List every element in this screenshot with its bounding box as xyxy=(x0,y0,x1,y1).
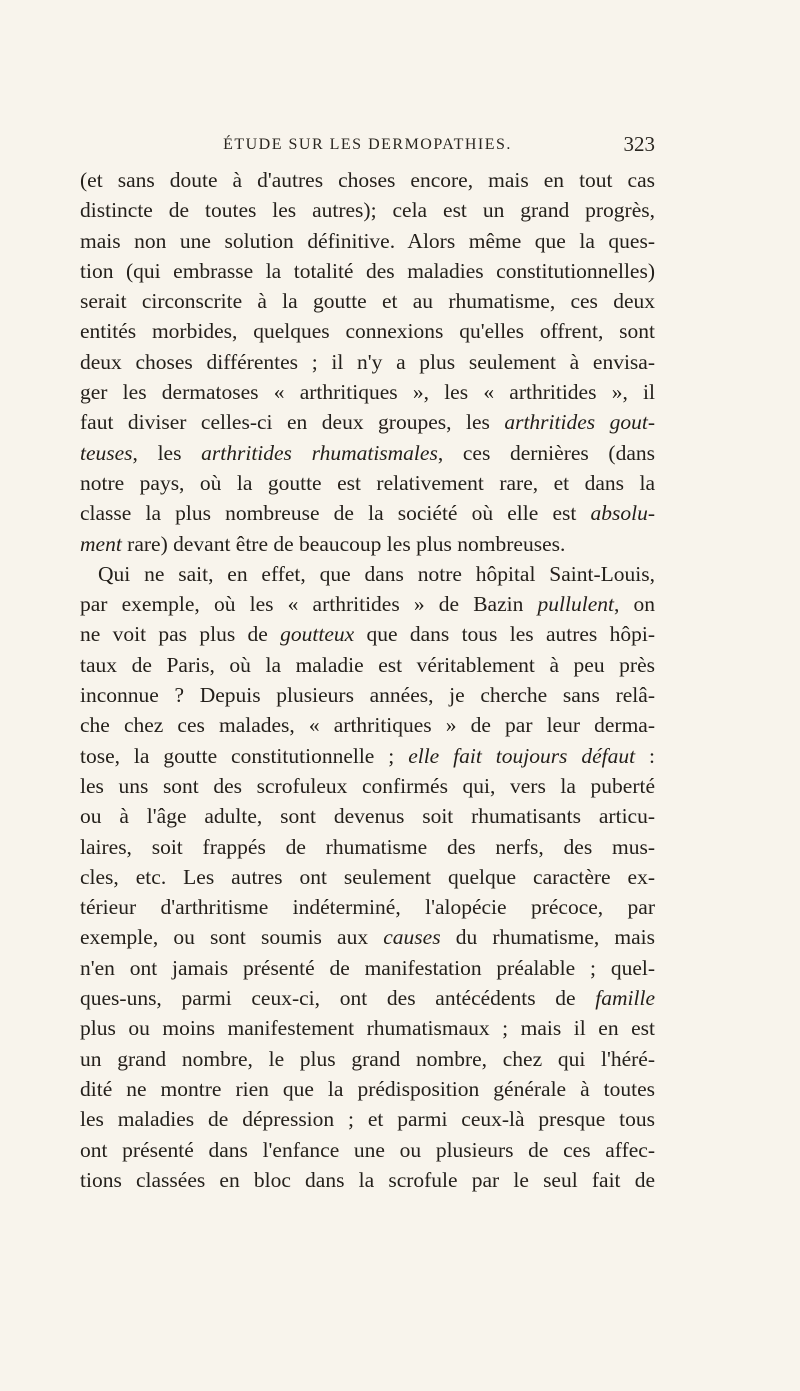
text-line xyxy=(80,680,655,710)
italic-text: goutteux xyxy=(280,622,355,647)
text-line xyxy=(80,498,655,528)
text-run: faut diviser celles-ci en deux groupes, les xyxy=(80,410,505,435)
text-run: ont présenté dans l'enfance une ou plusieurs de ces affec- xyxy=(80,1137,655,1162)
text-line xyxy=(80,892,655,922)
italic-text: pullulent xyxy=(537,592,614,617)
text-line xyxy=(80,347,655,377)
text-line xyxy=(80,983,655,1013)
text-line xyxy=(80,1165,655,1195)
text-line xyxy=(80,953,655,983)
text-run: notre pays, où la goutte est relativement rare, et dans la xyxy=(80,470,655,495)
text-run: classe la plus nombreuse de la société où elle est xyxy=(80,501,591,526)
text-line xyxy=(80,559,655,589)
text-line xyxy=(80,862,655,892)
text-line xyxy=(80,922,655,952)
body-text xyxy=(80,165,655,1195)
text-line xyxy=(80,195,655,225)
italic-text: teuses xyxy=(80,440,133,465)
text-line xyxy=(80,165,655,195)
text-line xyxy=(80,801,655,831)
text-run: un grand nombre, le plus grand nombre, chez qui l'héré- xyxy=(80,1046,655,1071)
text-run: n'en ont jamais présenté de manifestation préalable ; quel- xyxy=(80,955,655,980)
text-line xyxy=(80,619,655,649)
italic-text: absolu- xyxy=(590,501,655,526)
page-header xyxy=(80,132,655,156)
italic-text: arthritides rhumatismales xyxy=(201,440,438,465)
text-line xyxy=(80,650,655,680)
text-run: mais non une solution définitive. Alors même que la ques- xyxy=(80,228,655,253)
text-line xyxy=(80,1013,655,1043)
text-run: que dans tous les autres hôpi- xyxy=(354,622,655,647)
page-number: 323 xyxy=(623,132,655,156)
text-run: tions classées en bloc dans la scrofule par le seul fait de xyxy=(80,1167,655,1192)
text-run: Qui ne sait, en effet, que dans notre hôpital Saint-Louis, xyxy=(98,561,655,586)
text-line xyxy=(80,832,655,862)
text-line xyxy=(80,710,655,740)
text-line xyxy=(80,226,655,256)
text-run: serait circonscrite à la goutte et au rhumatisme, ces deux xyxy=(80,289,655,314)
text-run: , on xyxy=(613,592,655,617)
text-run: rare) devant être de beaucoup les plus nombreuses. xyxy=(121,531,566,556)
text-line xyxy=(80,1044,655,1074)
text-line xyxy=(80,468,655,498)
text-run: tion (qui embrasse la totalité des maladies constitutionnelles) xyxy=(80,258,655,283)
text-run: cles, etc. Les autres ont seulement quelque caractère ex- xyxy=(80,864,655,889)
text-line xyxy=(80,771,655,801)
text-line xyxy=(80,741,655,771)
running-title: ÉTUDE SUR LES DERMOPATHIES. xyxy=(223,136,512,153)
text-line xyxy=(80,316,655,346)
text-run: les uns sont des scrofuleux confirmés qui, vers la puberté xyxy=(80,773,655,798)
italic-text: ment xyxy=(80,531,122,556)
text-line xyxy=(80,1074,655,1104)
text-run: ne voit pas plus de xyxy=(80,622,281,647)
text-run: exemple, ou sont soumis aux xyxy=(80,925,384,950)
text-run: dité ne montre rien que la prédisposition générale à toutes xyxy=(80,1076,655,1101)
text-run: ou à l'âge adulte, sont devenus soit rhumatisants articu- xyxy=(80,804,655,829)
text-run: taux de Paris, où la maladie est véritablement à peu près xyxy=(80,652,655,677)
text-run: du rhumatisme, mais xyxy=(440,925,655,950)
text-run: plus ou moins manifestement rhumatismaux ; mais il en est xyxy=(80,1016,655,1041)
text-run: térieur d'arthritisme indéterminé, l'alopécie précoce, par xyxy=(80,895,655,920)
text-run: ques-uns, parmi ceux-ci, ont des antécédents de xyxy=(80,986,596,1011)
text-run: entités morbides, quelques connexions qu'elles offrent, sont xyxy=(80,319,655,344)
text-run: che chez ces malades, « arthritiques » de par leur derma- xyxy=(80,713,655,738)
text-run: les maladies de dépression ; et parmi ceux-là presque tous xyxy=(80,1107,655,1132)
text-line xyxy=(80,438,655,468)
text-line xyxy=(80,529,655,559)
italic-text: arthritides gout- xyxy=(504,410,655,435)
text-run: par exemple, où les « arthritides » de Bazin xyxy=(80,592,538,617)
text-line xyxy=(80,1104,655,1134)
text-run: (et sans doute à d'autres choses encore, mais en tout cas xyxy=(80,168,655,192)
text-run: , ces dernières (dans xyxy=(437,440,656,465)
text-line xyxy=(80,286,655,316)
italic-text: causes xyxy=(383,925,441,950)
text-run: deux choses différentes ; il n'y a plus seulement à envisa- xyxy=(80,349,655,374)
italic-text: famille xyxy=(595,986,655,1011)
text-line xyxy=(80,1135,655,1165)
text-line xyxy=(80,589,655,619)
italic-text: elle fait toujours défaut xyxy=(408,743,636,768)
text-line xyxy=(80,256,655,286)
text-line xyxy=(80,377,655,407)
text-run: , les xyxy=(132,440,202,465)
text-run: inconnue ? Depuis plusieurs années, je cherche sans relâ- xyxy=(80,683,655,708)
text-run: : xyxy=(635,743,655,768)
text-run: laires, soit frappés de rhumatisme des nerfs, des mus- xyxy=(80,834,655,859)
text-run: tose, la goutte constitutionnelle ; xyxy=(80,743,409,768)
text-run: ger les dermatoses « arthritiques », les « arthritides », il xyxy=(80,380,655,405)
text-run: distincte de toutes les autres); cela est un grand progrès, xyxy=(80,198,655,223)
text-line xyxy=(80,407,655,437)
